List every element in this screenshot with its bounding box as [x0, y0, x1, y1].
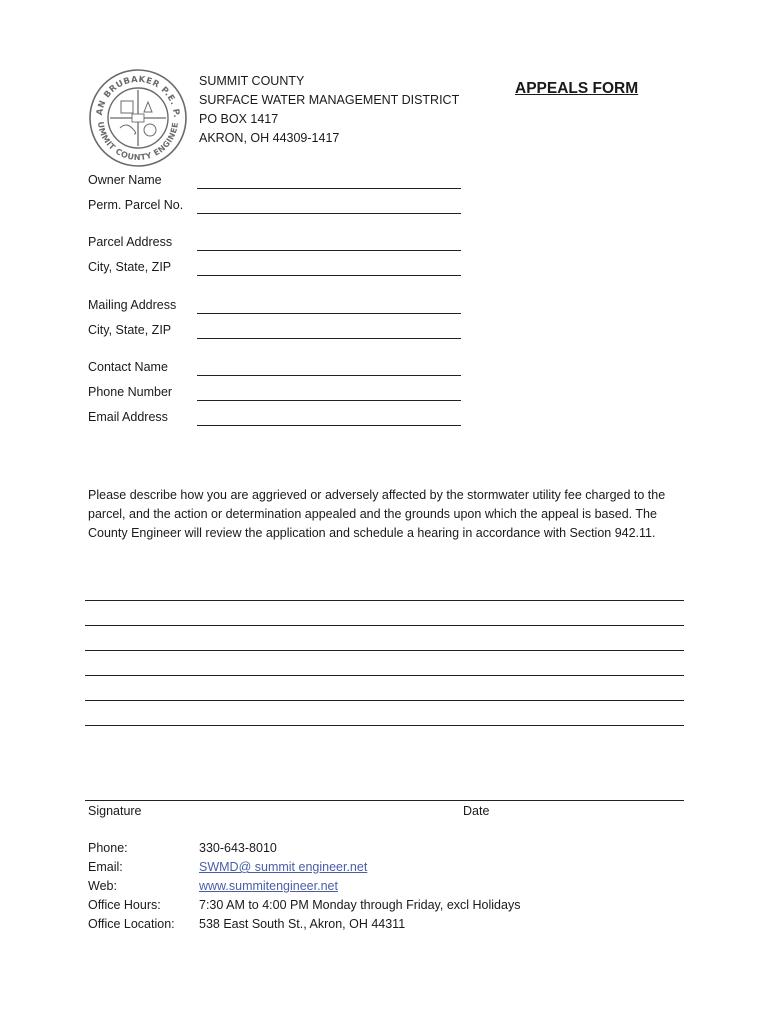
- appeal-text-line[interactable]: [85, 600, 684, 601]
- appeal-text-line[interactable]: [85, 650, 684, 651]
- district-address: [199, 72, 459, 148]
- appeal-instructions: Please describe how you are aggrieved or adversely affected by the stormwater utility fee charged to the parcel, and the action or determination appealed and the grounds upon which the appeal is based. The County Engineer will review the application and schedule a hearing in accordance with Section 942.11.: [88, 488, 666, 540]
- office-location-value: 538 East South St., Akron, OH 44311: [199, 917, 406, 931]
- phone-label: Phone:: [88, 841, 128, 855]
- contact-name-field[interactable]: [197, 375, 461, 376]
- mailing-address-field[interactable]: [197, 313, 461, 314]
- email-link[interactable]: SWMD@ summit engineer.net: [199, 860, 368, 874]
- email-label: Email:: [88, 860, 123, 874]
- email-address-label: Email Address: [88, 410, 168, 424]
- seal-ring-text-bottom: UMMIT COUNTY ENGINEE: [95, 121, 181, 163]
- appeal-text-line[interactable]: [85, 675, 684, 676]
- parcel-city-state-zip-label: City, State, ZIP: [88, 260, 172, 274]
- web-label: Web:: [88, 879, 117, 893]
- seal-ring-text-top: AN BRUBAKER P.E. P.: [94, 74, 182, 119]
- email-address-field[interactable]: [197, 425, 461, 426]
- appeal-text-line[interactable]: [85, 625, 684, 626]
- address-line: PO BOX 1417: [199, 112, 279, 126]
- mailing-address-label: Mailing Address: [88, 298, 177, 312]
- phone-number-label: Phone Number: [88, 385, 173, 399]
- office-location-label: Office Location:: [88, 917, 175, 931]
- form-title: APPEALS FORM: [515, 80, 639, 97]
- owner-name-label: Owner Name: [88, 173, 162, 187]
- office-hours-value: 7:30 AM to 4:00 PM Monday through Friday, excl Holidays: [199, 898, 521, 912]
- signature-label: Signature: [88, 804, 142, 818]
- county-engineer-seal-icon: [88, 68, 188, 168]
- parcel-address-field[interactable]: [197, 250, 461, 251]
- signature-line[interactable]: [85, 800, 684, 801]
- appeal-text-line[interactable]: [85, 700, 684, 701]
- owner-name-field[interactable]: [197, 188, 461, 189]
- mailing-city-state-zip-field[interactable]: [197, 338, 461, 339]
- contact-name-label: Contact Name: [88, 360, 168, 374]
- office-hours-label: Office Hours:: [88, 898, 161, 912]
- appeal-text-line[interactable]: [85, 725, 684, 726]
- address-line: SURFACE WATER MANAGEMENT DISTRICT: [199, 93, 460, 107]
- phone-number-field[interactable]: [197, 400, 461, 401]
- phone-value: 330-643-8010: [199, 841, 277, 855]
- address-line: AKRON, OH 44309-1417: [199, 131, 340, 145]
- website-link[interactable]: www.summitengineer.net: [199, 879, 338, 893]
- parcel-number-label: Perm. Parcel No.: [88, 198, 184, 212]
- address-line: SUMMIT COUNTY: [199, 74, 305, 88]
- mailing-city-state-zip-label: City, State, ZIP: [88, 323, 172, 337]
- date-label: Date: [463, 804, 490, 818]
- parcel-number-field[interactable]: [197, 213, 461, 214]
- parcel-city-state-zip-field[interactable]: [197, 275, 461, 276]
- parcel-address-label: Parcel Address: [88, 235, 173, 249]
